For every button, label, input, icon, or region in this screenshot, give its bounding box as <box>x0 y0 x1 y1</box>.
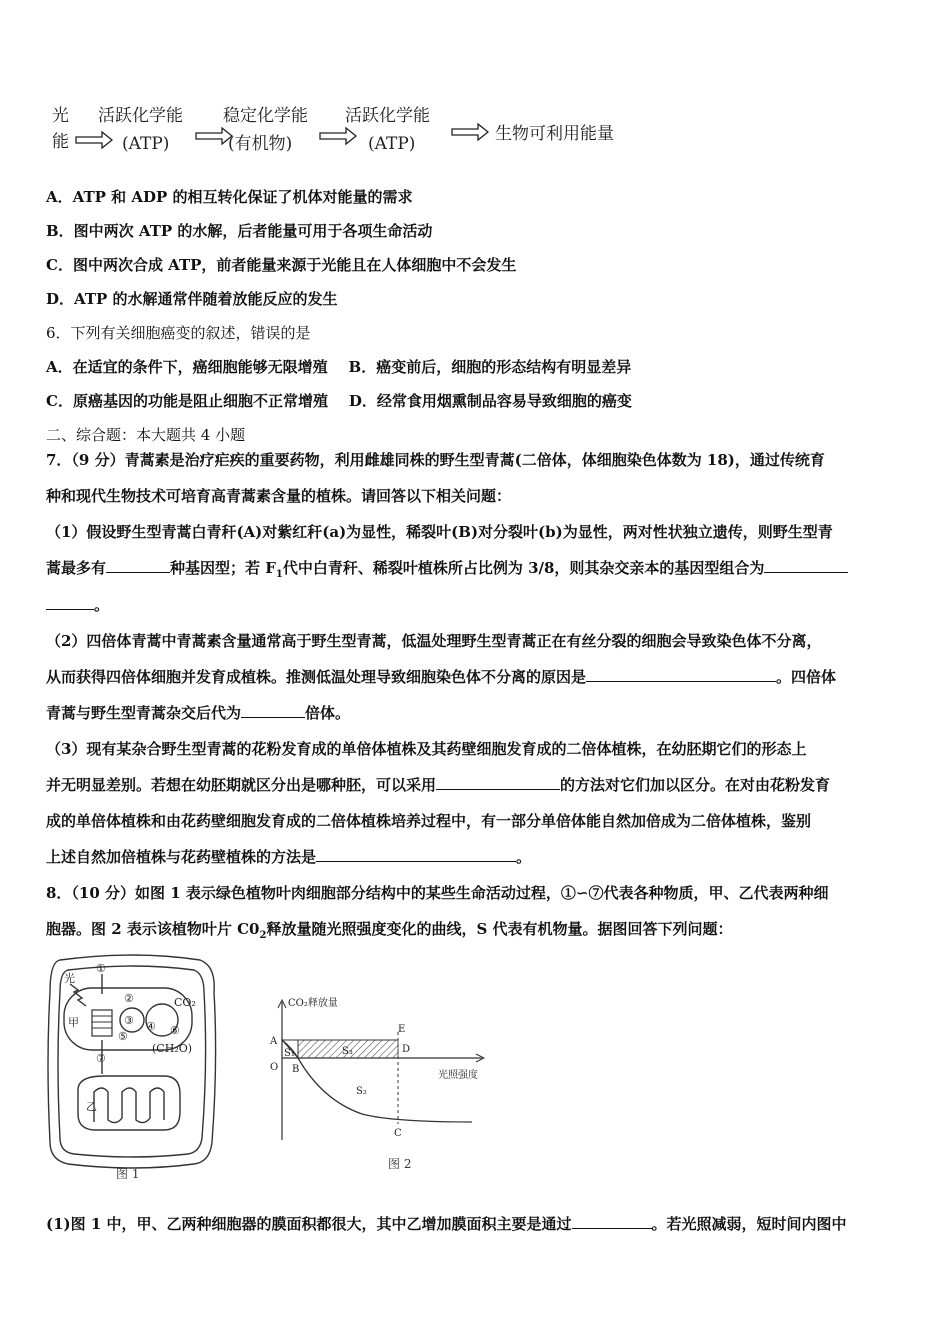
q7-blank-genotype-count[interactable] <box>106 558 170 573</box>
mitochondria-cristae <box>94 1088 164 1123</box>
flow-light-char1: 光 <box>52 106 69 126</box>
fig1-num-4: ④ <box>146 1020 156 1033</box>
figure-2-co2-curve <box>262 990 502 1180</box>
q8-l3-a: (1)图 1 中，甲、乙两种细胞器的膜面积都很大，其中乙增加膜面积主要是通过 <box>46 1215 572 1233</box>
q7-l8-b: 倍体。 <box>305 704 351 722</box>
fig1-num-1: ① <box>96 962 106 975</box>
q7-line-7 <box>46 667 836 687</box>
fig1-jia-label: 甲 <box>68 1016 79 1029</box>
q6-options-ab: A．在适宜的条件下，癌细胞能够无限增殖 B．癌变前后，细胞的形态结构有明显差异 <box>46 358 632 376</box>
fig1-co2-label: CO₂ <box>174 996 196 1009</box>
q7-l10-a: 并无明显差别。若想在幼胚期就区分出是哪种胚，可以采用 <box>46 776 437 794</box>
fig1-caption: 图 1 <box>116 1167 140 1181</box>
fig2-label-A: A <box>270 1036 278 1047</box>
fig2-label-S3: S₃ <box>342 1046 353 1057</box>
q8-l2-sub: 2 <box>259 930 267 941</box>
q5-option-c: C．图中两次合成 ATP，前者能量来源于光能且在人体细胞中不会发生 <box>46 256 517 274</box>
fig2-xlabel: 光照强度 <box>438 1070 478 1081</box>
q8-l3-b: 。若光照减弱，短时间内图中 <box>651 1215 847 1233</box>
flow-node2-sub: (有机物) <box>228 134 293 154</box>
q7-blank-reason[interactable] <box>586 667 776 682</box>
flow-node1-sub: (ATP) <box>122 134 170 154</box>
q7-l4-b: 种基因型；若 F <box>170 559 276 577</box>
fig2-caption: 图 2 <box>388 1157 412 1171</box>
energy-flow-diagram <box>0 95 700 160</box>
q8-line-3 <box>46 1214 847 1234</box>
fig2-label-O: O <box>270 1062 279 1073</box>
section-2-heading: 二、综合题：本大题共 4 小题 <box>46 426 246 444</box>
fig1-num-5: ⑤ <box>118 1030 128 1043</box>
flow-node4: 生物可利用能量 <box>495 124 614 144</box>
q7-l4-a: 蒿最多有 <box>46 559 107 577</box>
q7-l8-a: 青蒿与野生型青蒿杂交后代为 <box>46 704 242 722</box>
fig2-label-E: E <box>398 1024 406 1035</box>
fig2-label-B: B <box>292 1064 300 1075</box>
q5-option-d: D．ATP 的水解通常伴随着放能反应的发生 <box>46 290 338 308</box>
q7-blank-method[interactable] <box>436 775 560 790</box>
q7-l12-a: 上述自然加倍植株与花药壁植株的方法是 <box>46 848 317 866</box>
fig1-light-label: 光 <box>64 972 75 985</box>
flow-arrow-4 <box>452 124 488 140</box>
q7-l7-b: 。四倍体 <box>776 668 837 686</box>
q8-l2-b: 释放量随光照强度变化的曲线，S 代表有机物量。据图回答下列问题： <box>266 920 733 938</box>
q7-line-9: （3）现有某杂合野生型青蒿的花粉发育成的单倍体植株及其药壁细胞发育成的二倍体植株，在幼胚期它们的形态上 <box>46 740 807 758</box>
q5-option-b: B．图中两次 ATP 的水解，后者能量可用于各项生命活动 <box>46 222 433 240</box>
flow-arrow-2 <box>196 128 232 144</box>
fig2-label-D: D <box>402 1044 411 1055</box>
q7-line-12 <box>46 847 531 867</box>
q6-options-cd: C．原癌基因的功能是阻止细胞不正常增殖 D．经常食用烟熏制品容易导致细胞的癌变 <box>46 392 632 410</box>
q8-l2-a: 胞器。图 2 表示该植物叶片 C0 <box>46 920 260 938</box>
q8-line-1: 8．（10 分）如图 1 表示绿色植物叶肉细胞部分结构中的某些生命活动过程，①∽⑦代表各种物质，甲、乙代表两种细 <box>46 884 829 902</box>
figure-1-cell-diagram <box>44 952 224 1184</box>
q7-line-6: （2）四倍体青蒿中青蒿素含量通常高于野生型青蒿，低温处理野生型青蒿正在有丝分裂的细胞会导致染色体不分离， <box>46 632 822 650</box>
q7-line-11: 成的单倍体植株和由花药壁细胞发育成的二倍体植株培养过程中，有一部分单倍体能自然加倍成为二倍体植株，鉴别 <box>46 812 812 830</box>
q7-line-2: 种和现代生物技术可培育高青蒿素含量的植株。请回答以下相关问题： <box>46 487 512 505</box>
grana-stack <box>92 1010 112 1036</box>
q7-line-3: （1）假设野生型青蒿白青秆(A)对紫红秆(a)为显性，稀裂叶(B)对分裂叶(b)为显性，两对性状独立遗传，则野生型青 <box>46 523 833 541</box>
q7-l5: 。 <box>94 596 110 614</box>
fig2-label-S1: S₁ <box>284 1048 295 1059</box>
light-zigzag <box>70 984 86 1006</box>
q7-line-4 <box>46 558 848 585</box>
flow-arrow-3 <box>320 128 356 144</box>
fig1-ch2o-label: (CH₂O) <box>152 1042 193 1055</box>
q7-blank-parent-genotype-cont[interactable] <box>46 595 94 610</box>
fig2-label-C: C <box>394 1128 402 1139</box>
q7-l7-a: 从而获得四倍体细胞并发育成植株。推测低温处理导致细胞染色体不分离的原因是 <box>46 668 587 686</box>
q6-stem: 6．下列有关细胞癌变的叙述，错误的是 <box>46 324 311 342</box>
q8-blank-membrane[interactable] <box>572 1214 652 1229</box>
q5-option-a: A．ATP 和 ADP 的相互转化保证了机体对能量的需求 <box>46 188 413 206</box>
q7-l12-b: 。 <box>516 848 532 866</box>
q7-l4-sub: 1 <box>275 569 283 580</box>
flow-arrow-1 <box>76 132 112 148</box>
fig1-yi-label: 乙 <box>86 1100 97 1113</box>
q7-line-1: 7．（9 分）青蒿素是治疗疟疾的重要药物，利用雌雄同株的野生型青蒿(二倍体，体细胞染色体数为 18)，通过传统育 <box>46 451 825 469</box>
flow-light-char2: 能 <box>52 132 69 152</box>
flow-node3-sub: (ATP) <box>368 134 416 154</box>
fig1-num-7: ⑦ <box>96 1052 106 1065</box>
flow-node2: 稳定化学能 <box>223 106 308 126</box>
q7-line-5 <box>46 595 109 615</box>
q7-line-10 <box>46 775 830 795</box>
flow-node1: 活跃化学能 <box>98 106 183 126</box>
fig2-label-S2: S₂ <box>356 1086 367 1097</box>
fig1-num-6: ⑥ <box>170 1024 180 1037</box>
q8-line-2 <box>46 919 733 946</box>
q7-l10-b: 的方法对它们加以区分。在对由花粉发育 <box>560 776 831 794</box>
q7-blank-parent-genotype[interactable] <box>764 558 848 573</box>
q7-l4-c: 代中白青秆、稀裂叶植株所占比例为 3/8，则其杂交亲本的基因型组合为 <box>282 559 765 577</box>
flow-node3: 活跃化学能 <box>345 106 430 126</box>
fig2-ylabel: CO₂释放量 <box>288 998 338 1009</box>
q7-blank-identify[interactable] <box>316 847 516 862</box>
fig1-num-2: ② <box>124 992 134 1005</box>
q7-line-8 <box>46 703 350 723</box>
q7-blank-ploidy[interactable] <box>241 703 305 718</box>
fig1-num-3: ③ <box>124 1014 134 1027</box>
